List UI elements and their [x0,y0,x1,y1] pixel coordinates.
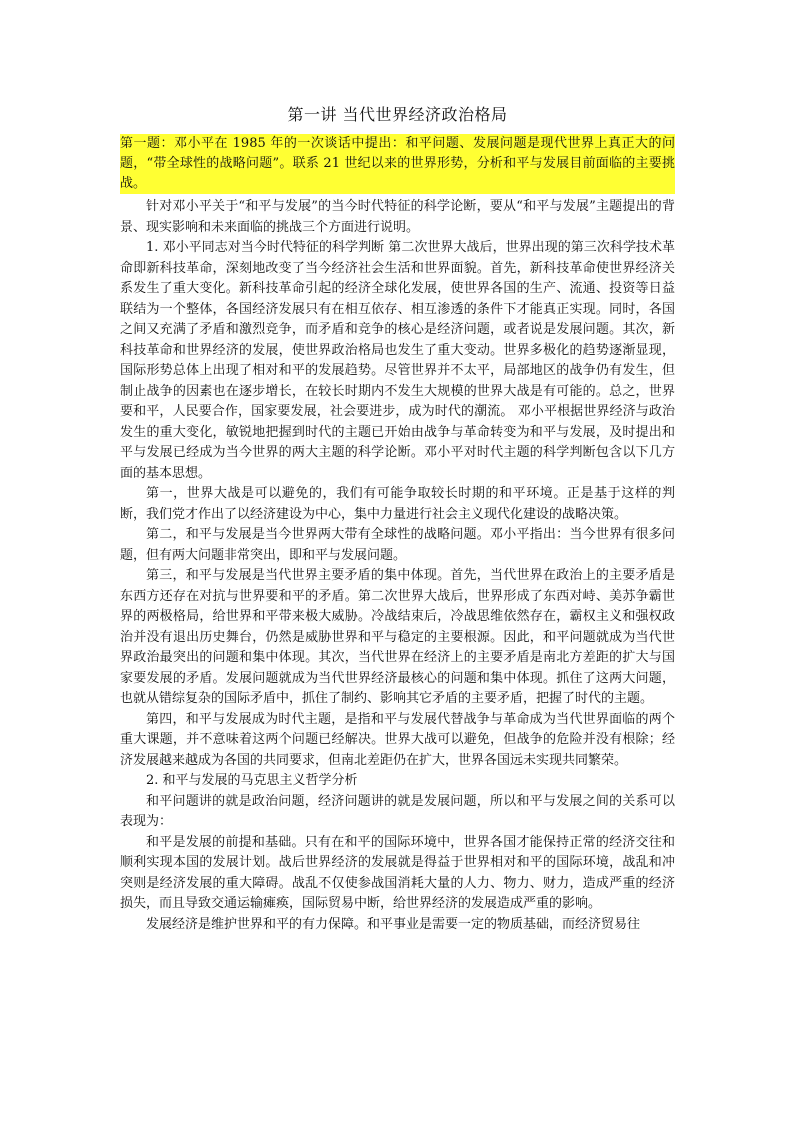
section-heading-2: 2. 和平与发展的马克思主义哲学分析 [146,773,358,788]
highlighted-question: 第一题：邓小平在 1985 年的一次谈话中提出：和平问题、发展问题是现代世界上真正大的问题，“带全球性的战略问题”。联系 21 世纪以来的世界形势，分析和平与发展目前面临的主要挑战。 [120,134,675,194]
paragraph-point-4: 第四，和平与发展成为时代主题，是指和平与发展代替战争与革命成为当代世界面临的两个重大课题，并不意味着这两个问题已经解决。世界大战可以避免，但战争的危险并没有根除；经济发展越来越成为各国的共同要求，但南北差距仍在扩大，世界各国远未实现共同繁荣。 [120,711,675,768]
paragraph-development-guarantee: 发展经济是维护世界和平的有力保障。和平事业是需要一定的物质基础，而经济贸易往 [146,916,641,932]
paragraph-intro: 针对邓小平关于“和平与发展”的当今时代特征的科学论断，要从“和平与发展”主题提出的背景、现实影响和未来面临的挑战三个方面进行说明。 [120,199,675,235]
paragraph-relation: 和平问题讲的就是政治问题，经济问题讲的就是发展问题，所以和平与发展之间的关系可以表现为： [120,793,675,829]
paragraph-peace-premise: 和平是发展的前提和基础。只有在和平的国际环境中，世界各国才能保持正常的经济交往和顺利实现本国的发展计划。战后世界经济的发展就是得益于世界相对和平的国际环境，战乱和冲突则是经济发展的重大障碍。战乱不仅使参战国消耗大量的人力、物力、财力，造成严重的经济损失，而且导致交通运输瘫痪，国际贸易中断，给世界经济的发展造成严重的影响。 [120,834,675,911]
paragraph-point-1: 第一，世界大战是可以避免的，我们有可能争取较长时期的和平环境。正是基于这样的判断，我们党才作出了以经济建设为中心，集中力量进行社会主义现代化建设的战略决策。 [120,486,675,522]
document-page [120,104,675,935]
page-title: 第一讲 当代世界经济政治格局 [287,105,508,124]
paragraph-point-2: 第二，和平与发展是当今世界两大带有全球性的战略问题。邓小平指出：当今世界有很多问题，但有两大问题非常突出，即和平与发展问题。 [120,527,675,563]
paragraph-section-1: 1. 邓小平同志对当今时代特征的科学判断 第二次世界大战后，世界出现的第三次科学技术革命即新科技革命，深刻地改变了当今经济社会生活和世界面貌。首先，新科技革命使世界经济关系发生了重大变化。新科技革命引起的经济全球化发展，使世界各国的生产、流通、投资等日益联结为一个整体，各国经济发展只有在相互依存、相互渗透的条件下才能真正实现。同时，各国之间又充满了矛盾和激烈竞争，而矛盾和竞争的核心是经济问题，或者说是发展问题。其次，新科技革命和世界经济的发展，使世界政治格局也发生了重大变动。世界多极化的趋势逐渐显现，国际形势总体上出现了相对和平的发展趋势。尽管世界并不太平，局部地区的战争仍有发生，但制止战争的因素也在逐步增长，在较长时期内不发生大规模的世界大战是有可能的。总之，世界要和平，人民要合作，国家要发展，社会要进步，成为时代的潮流。 邓小平根据世界经济与政治发生的重大变化，敏锐地把握到时代的主题已开始由战争与革命转变为和平与发展，及时提出和平与发展已经成为当今世界的两大主题的科学论断。邓小平对时代主题的科学判断包含以下几方面的基本思想。 [120,240,675,481]
paragraph-point-3: 第三，和平与发展是当代世界主要矛盾的集中体现。首先，当代世界在政治上的主要矛盾是东西方还存在对抗与世界要和平的矛盾。第二次世界大战后，世界形成了东西对峙、美苏争霸世界的两极格局，给世界和平带来极大威胁。冷战结束后，冷战思维依然存在，霸权主义和强权政治并没有退出历史舞台，仍然是威胁世界和平与稳定的主要根源。因此，和平问题就成为当代世界政治最突出的问题和集中体现。其次，当代世界在经济上的主要矛盾是南北方差距的扩大与国家要发展的矛盾。发展问题就成为当代世界经济最核心的问题和集中体现。抓住了这两大问题，也就从错综复杂的国际矛盾中，抓住了制约、影响其它矛盾的主要矛盾，把握了时代的主题。 [120,568,675,706]
